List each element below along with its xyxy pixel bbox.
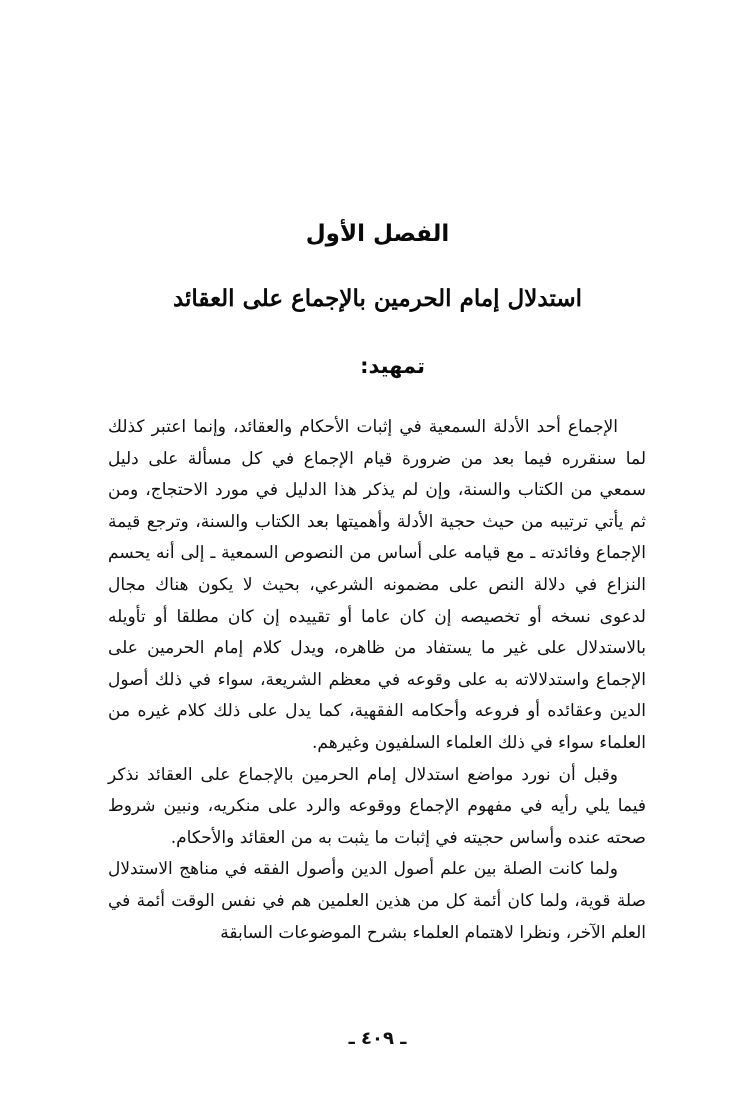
body-text <box>108 412 646 949</box>
paragraph-3: ولما كانت الصلة بين علم أصول الدين وأصول الفقه في مناهج الاستدلال صلة قوية، ولما كان أئمة كل من هذين العلمين هم في نفس الوقت أئمة في العلم الآخر، ونظرا لاهتمام العلماء بشرح الموضوعات السابقة <box>108 859 646 943</box>
section-heading: تمهيد: <box>360 354 425 378</box>
paragraph-2: وقبل أن نورد مواضع استدلال إمام الحرمين بالإجماع على العقائد نذكر فيما يلي رأيه في مفهوم الإجماع ووقوعه والرد على منكريه، ونبين شروط صحته عنده وأساس حجيته في إثبات ما يثبت به من العقائد والأحكام. <box>108 764 646 848</box>
page-number: ـ ٤٠٩ ـ <box>348 1028 407 1049</box>
paragraph-1: الإجماع أحد الأدلة السمعية في إثبات الأحكام والعقائد، وإنما اعتبر كذلك لما سنقرره فيما بعد من ضرورة قيام الإجماع في كل مسألة على دليل سمعي من الكتاب والسنة، وإن لم يذكر هذا الدليل في مورد الاحتجاج، ومن ثم يأتي ترتيبه من حيث حجية الأدلة وأهميتها بعد الكتاب والسنة، وترجع قيمة الإجماع وفائدته ـ مع قيامه على أساس من النصوص السمعية ـ إلى أنه يحسم النزاع في دلالة النص على مضمونه الشرعي، بحيث لا يكون هناك مجال لدعوى نسخه أو تخصيصه إن كان عاما أو تقييده إن كان مطلقا أو تأويله بالاستدلال على غير ما يستفاد من ظاهره، ويدل كلام إمام الحرمين على الإجماع واستدلالاته به على وقوعه في معظم الشريعة، سواء في ذلك أصول الدين وعقائده أو فروعه وأحكامه الفقهية، كما يدل على ذلك كلام غيره من العلماء سواء في ذلك العلماء السلفيون وغيرهم. <box>108 417 646 753</box>
chapter-title: استدلال إمام الحرمين بالإجماع على العقائد <box>172 285 583 312</box>
chapter-label: الفصل الأول <box>305 221 450 247</box>
